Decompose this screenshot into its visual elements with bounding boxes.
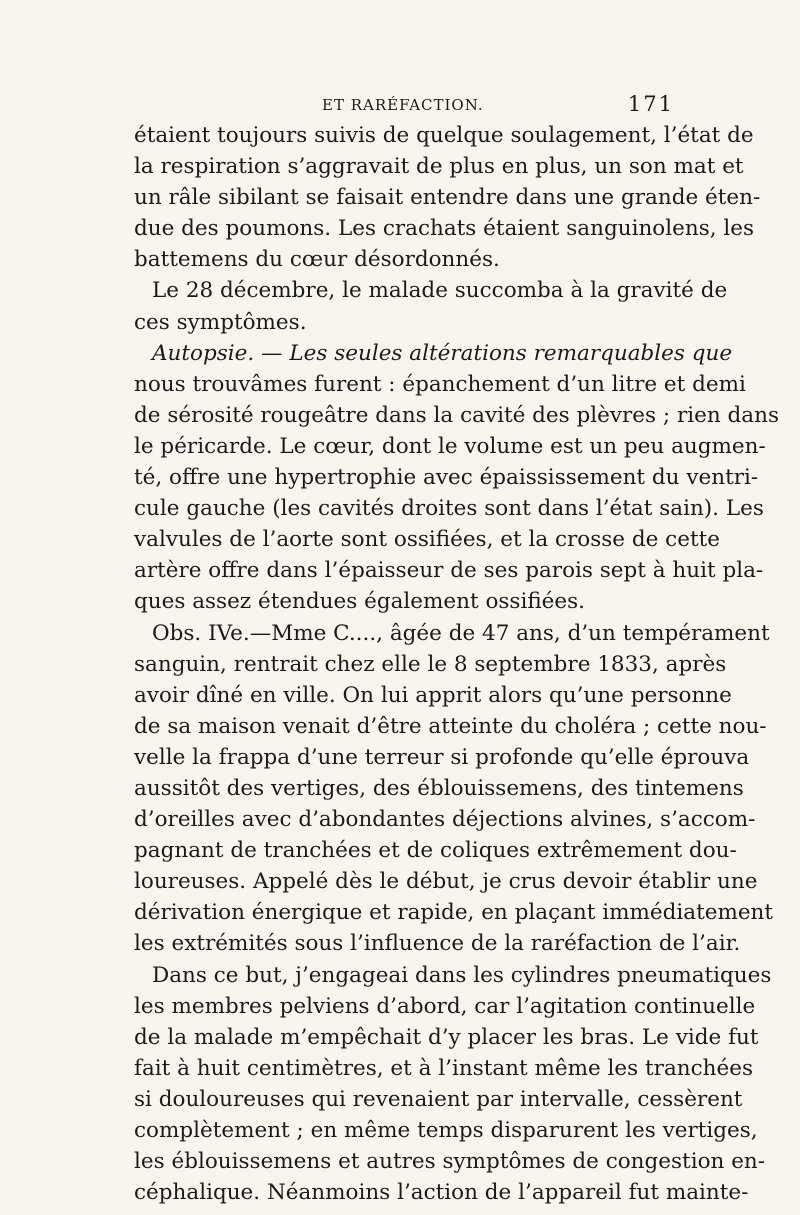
text-line: Autopsie. — Les seules altérations remarquables que [152, 340, 733, 366]
text-line: battemens du cœur désordonnés. [134, 247, 500, 273]
running-title: ET RARÉFACTION. [322, 96, 484, 114]
text-line: fait à huit centimètres, et à l’instant même les tranchées [134, 1055, 753, 1081]
text-line: Le 28 décembre, le malade succomba à la gravité de [152, 278, 728, 304]
text-line: ces symptômes. [134, 309, 307, 335]
text-line: Obs. IVe.—Mme C...., âgée de 47 ans, d’un tempérament [152, 620, 770, 646]
text-line: loureuses. Appelé dès le début, je crus devoir établir une [134, 869, 758, 895]
text-line: nous trouvâmes furent : épanchement d’un litre et demi [134, 371, 746, 397]
text-line: velle la frappa d’une terreur si profonde qu’elle éprouva [134, 744, 750, 770]
text-line: Dans ce but, j’engageai dans les cylindres pneumatiques [152, 962, 772, 988]
text-line: pagnant de tranchées et de coliques extrêmement dou- [134, 838, 737, 864]
text-line: complètement ; en même temps disparurent les vertiges, [134, 1118, 758, 1143]
text-line: les extrémités sous l’influence de la raréfaction de l’air. [134, 931, 741, 957]
text-line: avoir dîné en ville. On lui apprit alors qu’une personne [134, 682, 732, 708]
text-line: dérivation énergique et rapide, en plaçant immédiatement [134, 900, 774, 926]
text-line: de sérosité rougeâtre dans la cavité des plèvres ; rien dans [134, 402, 779, 428]
text-line: un râle sibilant se faisait entendre dans une grande éten- [134, 185, 761, 211]
text-line: le péricarde. Le cœur, dont le volume est un peu augmen- [134, 433, 766, 459]
page-header [134, 92, 674, 120]
text-line: té, offre une hypertrophie avec épaississement du ventri- [134, 465, 759, 491]
text-line: si douloureuses qui revenaient par intervalle, cessèrent [134, 1086, 743, 1112]
text-line: d’oreilles avec d’abondantes déjections alvines, s’accom- [134, 807, 756, 833]
text-line: de sa maison venait d’être atteinte du choléra ; cette nou- [134, 713, 767, 739]
text-line: les membres pelviens d’abord, car l’agitation continuelle [134, 993, 756, 1019]
text-line: la respiration s’aggravait de plus en plus, un son mat et [134, 154, 744, 180]
text-line: artère offre dans l’épaisseur de ses parois sept à huit pla- [134, 558, 764, 584]
text-line: ques assez étendues également ossifiées. [134, 589, 585, 615]
text-line: céphalique. Néanmoins l’action de l’appareil fut mainte- [134, 1180, 749, 1206]
text-line: aussitôt des vertiges, des éblouissemens, des tintemens [134, 775, 744, 801]
page-number: 171 [627, 92, 674, 116]
text-line: valvules de l’aorte sont ossifiées, et la crosse de cette [134, 527, 720, 553]
text-line: de la malade m’empêchait d’y placer les bras. Le vide fut [134, 1024, 759, 1050]
body-text [134, 120, 779, 1208]
text-line: les éblouissemens et autres symptômes de congestion en- [134, 1149, 766, 1175]
text-line: due des poumons. Les crachats étaient sanguinolens, les [134, 216, 755, 242]
text-line: sanguin, rentrait chez elle le 8 septembre 1833, après [134, 651, 727, 677]
text-line: étaient toujours suivis de quelque soulagement, l’état de [134, 123, 754, 148]
text-line: cule gauche (les cavités droites sont dans l’état sain). Les [134, 496, 764, 522]
